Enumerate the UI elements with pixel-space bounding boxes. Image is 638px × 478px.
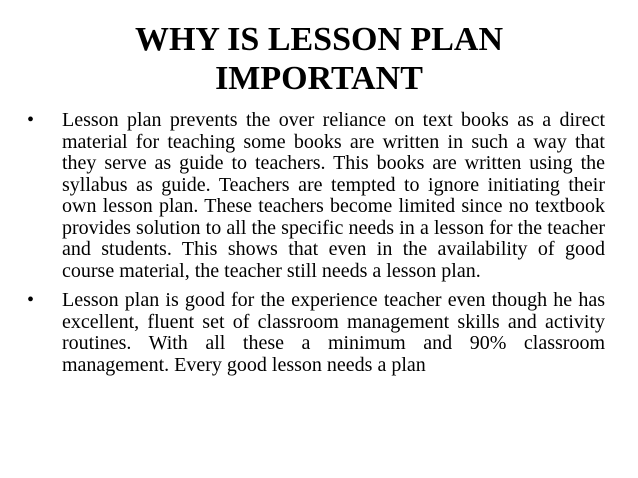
bullet-icon: • [27, 289, 35, 311]
bullet-text: Lesson plan is good for the experience teacher even though he has excellent, fluent set of classroom management skills and activity routines. With all these a minimum and 90% classroom management. Every good lesson needs a plan [62, 289, 605, 376]
bullet-item [27, 110, 605, 282]
bullet-list [27, 110, 605, 384]
bullet-text: Lesson plan prevents the over reliance on text books as a direct material for teaching some books are written in such a way that they serve as guide to teachers. This books are written using the syllabus as guide. Teachers are tempted to ignore initiating their own lesson plan. These teachers become limited since no textbook provides solution to all the specific needs in a lesson for the teacher and students. This shows that even in the availability of good course material, the teacher still needs a lesson plan. [62, 109, 605, 282]
slide-title [30, 20, 608, 98]
bullet-item [27, 290, 605, 376]
title-line-2: IMPORTANT [215, 60, 423, 97]
title-line-1: WHY IS LESSON PLAN [134, 21, 504, 58]
bullet-icon: • [27, 109, 35, 131]
